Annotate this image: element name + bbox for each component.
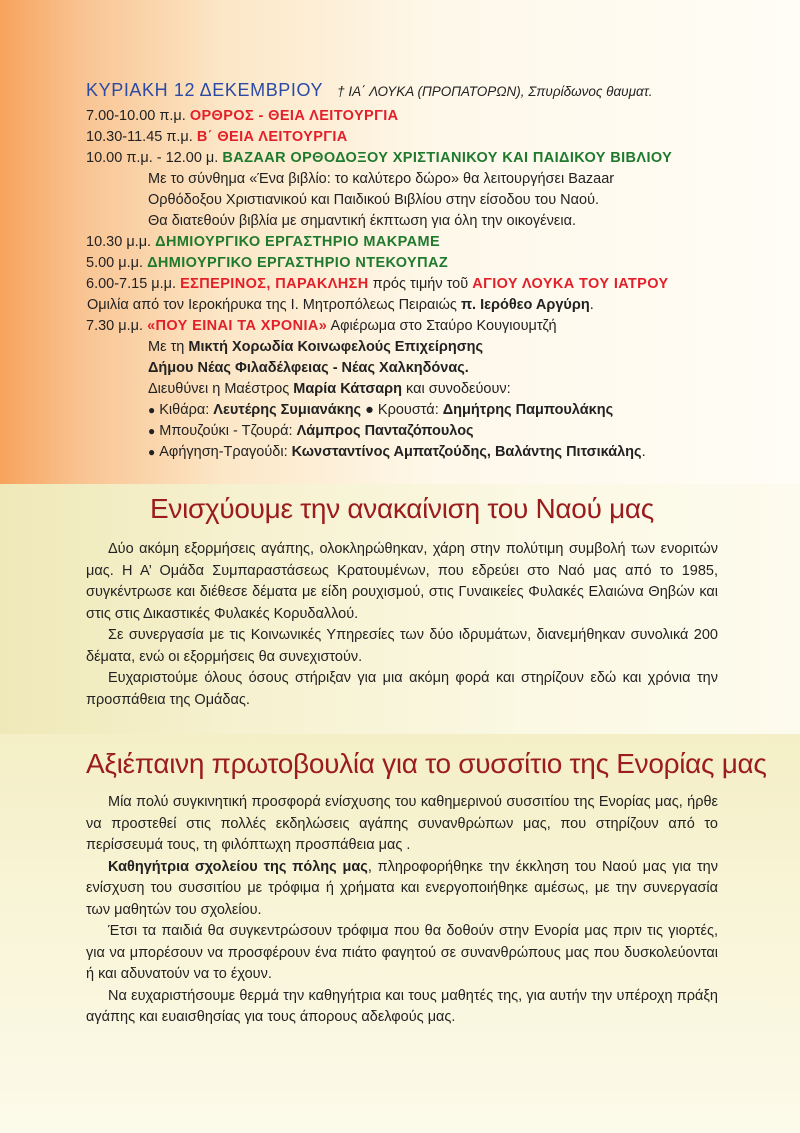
municipality-name: Δήμου Νέας Φιλαδέλφειας - Νέας Χαλκηδόνας. [148, 360, 469, 376]
event-description: Θα διατεθούν βιβλία με σημαντική έκπτωση για όλη την οικογένεια. [148, 213, 576, 229]
choir-name: Μικτή Χορωδία Κοινωφελούς Επιχείρησης [188, 339, 484, 355]
punctuation: . [641, 444, 646, 460]
event-time: 7.00-10.00 π.μ. [86, 108, 186, 124]
event-title: ΕΣΠΕΡΙΝΟΣ, ΠΑΡΑΚΛΗΣΗ [180, 276, 369, 292]
schedule-date: ΚΥΡΙΑΚΗ 12 ΔΕΚΕΜΒΡΙΟΥ [86, 80, 324, 100]
musician-name: Λευτέρης Συμιανάκης [213, 402, 362, 418]
event-connector: πρός τιμήν τοῦ [368, 276, 473, 292]
event-time: 7.30 μ.μ. [86, 318, 144, 334]
event-tribute [86, 316, 726, 337]
event-title: ΔΗΜΙΟΥΡΓΙΚΟ ΕΡΓΑΣΤΗΡΙΟ ΜΑΚΡΑΜΕ [155, 234, 441, 250]
event-title: Β΄ ΘΕΙΑ ΛΕΙΤΟΥΡΓΙΑ [196, 129, 348, 145]
preacher-name: π. Ιερόθεο Αργύρη [460, 297, 590, 313]
event-description: Ορθόδοξου Χριστιανικού και Παιδικού Βιβλίου στην είσοδου του Ναού. [148, 192, 600, 208]
event-orthros [86, 106, 726, 127]
article-text: , πληροφορήθηκε την έκκληση του Ναού μας για την ενίσχυση του συσσιτίου με τρόφιμα ή χρήματα και ενεργοποιήθηκε αμέσως, με την συνεργασία των μαθητών του σχολείου. [86, 858, 718, 918]
choir-municipality [86, 358, 726, 379]
teacher-highlight: Καθηγήτρια σχολείου της πόλης μας [108, 858, 368, 875]
article-paragraph [86, 857, 718, 922]
event-bazaar [86, 148, 726, 169]
instrument-label: Κιθάρα: [159, 402, 214, 418]
article-title: Αξιέπαινη πρωτοβουλία για το συσσίτιο της Ενορίας μας [86, 748, 767, 779]
event-title: BAZAAR ΟΡΘΟΔΟΞΟΥ ΧΡΙΣΤΙΑΝΙΚΟΥ ΚΑΙ ΠΑΙΔΙΚΟΥ ΒΙΒΛΙΟΥ [222, 150, 673, 166]
conductor-name: Μαρία Κάτσαρη [293, 381, 403, 397]
choir-prefix: Με τη [148, 339, 189, 355]
event-title: «ΠΟΥ ΕΙΝΑΙ ΤΑ ΧΡΟΝΙΑ» [147, 318, 328, 334]
article-paragraph: Δύο ακόμη εξορμήσεις αγάπης, ολοκληρώθηκαν, χάρη στην πολύτιμη συμβολή των ενοριτών μας. Η Α’ Ομάδα Συμπαραστάσεως Κρατουμένων, που εδρεύει στο Ναό μας από το 1985, συγκέντρωσε και διέθεσε δέματα με είδη ρουχισμού, στις Γυναικείες Φυλακές Ελαιώνα Θηβών και στις στις Δικαστικές Φυλακές Κορυδαλλού. [86, 541, 718, 622]
musician-name: Λάμπρος Πανταζόπουλος [296, 423, 474, 439]
instrument-label: Μπουζούκι - Τζουρά: [159, 423, 297, 439]
punctuation: . [589, 297, 594, 313]
event-schedule [86, 80, 726, 463]
saint-name: ΑΓΙΟΥ ΛΟΥΚΑ ΤΟΥ ΙΑΤΡΟΥ [472, 276, 669, 292]
instrument-label: ● Κρουστά: [361, 402, 443, 418]
event-vespers [86, 274, 726, 295]
event-time: 10.30 μ.μ. [86, 234, 152, 250]
article-renovation [86, 493, 718, 711]
conductor-line [86, 379, 726, 400]
musician-list-item [86, 442, 726, 463]
event-time: 6.00-7.15 μ.μ. [86, 276, 177, 292]
musician-list-item [86, 400, 726, 421]
bullet-icon: ● [148, 445, 156, 459]
article-soup-kitchen [86, 748, 767, 1029]
article-paragraph: Έτσι τα παιδιά θα συγκεντρώσουν τρόφιμα που θα δοθούν στην Ενορία μας πριν τις γιορτές, για να μπορέσουν να προσφέρουν ένα πιάτο φαγητού σε συνανθρώπους μας που δυσκολεύονται ή και αδυνατούν να το έχουν. [86, 923, 718, 982]
bullet-icon: ● [148, 403, 156, 417]
conductor-suffix: και συνοδεύουν: [402, 381, 511, 397]
event-macrame [86, 232, 726, 253]
choir-line [86, 337, 726, 358]
article-paragraph: Ευχαριστούμε όλους όσους στήριξαν για μια ακόμη φορά και στηρίζουν εδώ και χρόνια την προσπάθεια της Ομάδας. [86, 670, 718, 708]
article-paragraph: Σε συνεργασία με τις Κοινωνικές Υπηρεσίες των δύο ιδρυμάτων, διανεμήθηκαν συνολικά 200 δέματα, ενώ οι εξορμήσεις θα συνεχιστούν. [86, 627, 718, 665]
event-title: ΔΗΜΙΟΥΡΓΙΚΟ ΕΡΓΑΣΤΗΡΙΟ ΝΤΕΚΟΥΠΑΖ [147, 255, 449, 271]
event-time: 10.00 π.μ. - 12.00 μ. [86, 150, 219, 166]
event-title: ΟΡΘΡΟΣ - ΘΕΙΑ ΛΕΙΤΟΥΡΓΙΑ [189, 108, 399, 124]
event-time: 10.30-11.45 π.μ. [86, 129, 193, 145]
article-paragraph: Να ευχαριστήσουμε θερμά την καθηγήτρια και τους μαθητές της, για αυτήν την υπέροχη πράξη αγάπης και ευαισθησίας για τους άπορους αδελφούς μας. [86, 987, 718, 1025]
instrument-label: Αφήγηση-Τραγούδι: [159, 444, 292, 460]
event-second-liturgy [86, 127, 726, 148]
musician-name: Δημήτρης Παμπουλάκης [442, 402, 614, 418]
musician-list-item [86, 421, 726, 442]
event-decoupage [86, 253, 726, 274]
article-paragraph: Μία πολύ συγκινητική προσφορά ενίσχυσης του καθημερινού συσσιτίου της Ενορίας μας, ήρθε να προστεθεί στις πολλές εκδηλώσεις αγάπης συνανθρώπων μας, που στηρίζουν από το περίσσευμά τους, τη φιλόπτωχη προσπάθεια μας . [86, 794, 718, 853]
sermon-text: Ομιλία από τον Ιεροκήρυκα της Ι. Μητροπόλεως Πειραιώς [87, 297, 461, 313]
musician-name: Κωνσταντίνος Αμπατζούδης, Βαλάντης Πιτσικάλης [291, 444, 642, 460]
event-subtitle: Αφιέρωμα στο Σταύρο Κουγιουμτζή [327, 318, 557, 334]
sermon-line [86, 295, 726, 316]
event-time: 5.00 μ.μ. [86, 255, 144, 271]
bullet-icon: ● [148, 424, 156, 438]
conductor-prefix: Διευθύνει η Μαέστρος [148, 381, 294, 397]
schedule-header [86, 80, 726, 102]
article-title: Ενισχύουμε την ανακαίνιση του Ναού μας [150, 493, 654, 524]
feast-day: † ΙΑ΄ ΛΟΥΚΑ (ΠΡΟΠΑΤΟΡΩΝ), Σπυρίδωνος θαυματ. [337, 84, 653, 99]
event-description: Με το σύνθημα «Ένα βιβλίο: το καλύτερο δώρο» θα λειτουργήσει Bazaar [148, 171, 615, 187]
